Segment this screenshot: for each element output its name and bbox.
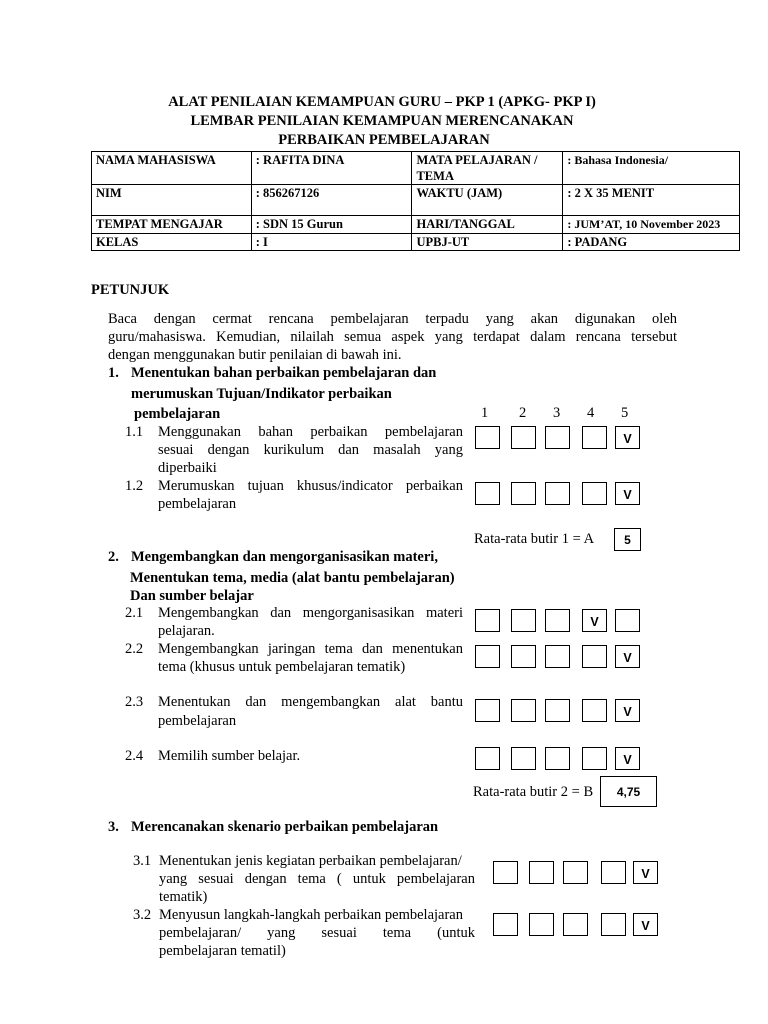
score-box-1[interactable]: [493, 861, 518, 884]
item-2-2-line-2: tema (khusus untuk pembelajaran tematik): [158, 659, 406, 675]
scale-label-3: 3: [553, 405, 561, 421]
mapel-label: MATA PELAJARAN / TEMA: [412, 152, 563, 185]
score-box-3[interactable]: [545, 482, 570, 505]
info-table: [91, 151, 740, 251]
section-1-number: 1.: [108, 365, 119, 381]
kelas-value: : I: [251, 234, 412, 251]
item-3-2-line-3: pembelajaran tematil): [159, 943, 286, 959]
score-box-1[interactable]: [493, 913, 518, 936]
waktu-value: : 2 X 35 MENIT: [563, 185, 740, 216]
hari-label: HARI/TANGGAL: [412, 216, 563, 234]
section-3-number: 3.: [108, 819, 119, 835]
score-box-1[interactable]: [475, 482, 500, 505]
title-line-1: ALAT PENILAIAN KEMAMPUAN GURU – PKP 1 (APKG- PKP I): [168, 94, 596, 110]
item-2-1-number: 2.1: [125, 605, 144, 621]
item-1-2-number: 1.2: [125, 478, 144, 494]
score-box-5[interactable]: V: [615, 426, 640, 449]
score-box-3[interactable]: [563, 913, 588, 936]
info-row: [92, 152, 740, 185]
nim-value: : 856267126: [251, 185, 412, 216]
upbj-label: UPBJ-UT: [412, 234, 563, 251]
score-box-4[interactable]: V: [582, 609, 607, 632]
waktu-label: WAKTU (JAM): [412, 185, 563, 216]
score-box-3[interactable]: [545, 609, 570, 632]
item-1-1-number: 1.1: [125, 424, 144, 440]
section-2-heading-line-2: Menentukan tema, media (alat bantu pembelajaran): [130, 570, 455, 586]
avg-2-value: 4,75: [600, 776, 657, 807]
petunjuk-line-3: dengan menggunakan butir penilaian di bawah ini.: [108, 347, 402, 363]
score-box-1[interactable]: [475, 609, 500, 632]
item-3-2-line-2: pembelajaran/ yang sesuai tema (untuk: [159, 925, 475, 941]
score-box-1[interactable]: [475, 645, 500, 668]
info-row: [92, 216, 740, 234]
info-row: [92, 185, 740, 216]
item-1-1-line-3: diperbaiki: [158, 460, 217, 476]
score-box-2[interactable]: [511, 645, 536, 668]
petunjuk-heading: PETUNJUK: [91, 282, 170, 298]
score-box-4[interactable]: [582, 482, 607, 505]
score-box-2[interactable]: [529, 913, 554, 936]
item-1-1-line-1: Menggunakan bahan perbaikan pembelajaran: [158, 424, 463, 440]
item-2-2-line-1: Mengembangkan jaringan tema dan menentukan: [158, 641, 463, 657]
tempat-value: : SDN 15 Gurun: [251, 216, 412, 234]
item-3-1-line-3: tematik): [159, 889, 208, 905]
score-box-5[interactable]: V: [615, 747, 640, 770]
avg-1-label: Rata-rata butir 1 = A: [474, 531, 595, 547]
score-box-3[interactable]: [545, 699, 570, 722]
score-box-4[interactable]: [582, 747, 607, 770]
score-box-1[interactable]: [475, 699, 500, 722]
score-box-4[interactable]: [601, 913, 626, 936]
hari-value: : JUM’AT, 10 November 2023: [563, 216, 740, 234]
item-3-2-number: 3.2: [133, 907, 152, 923]
score-box-2[interactable]: [511, 609, 536, 632]
item-3-1-line-2: yang sesuai dengan tema ( untuk pembelajaran: [159, 871, 475, 887]
item-1-2-line-1: Merumuskan tujuan khusus/indicator perbaikan: [158, 478, 463, 494]
avg-1-value: 5: [614, 528, 641, 551]
mapel-value: : Bahasa Indonesia/: [563, 152, 740, 185]
item-2-4-number: 2.4: [125, 748, 144, 764]
score-box-4[interactable]: [582, 645, 607, 668]
item-2-3-line-1: Menentukan dan mengembangkan alat bantu: [158, 694, 463, 710]
score-box-5[interactable]: [615, 609, 640, 632]
section-2-number: 2.: [108, 549, 119, 565]
title-line-3: PERBAIKAN PEMBELAJARAN: [278, 132, 490, 148]
score-box-5[interactable]: V: [633, 861, 658, 884]
nama-label: NAMA MAHASISWA: [92, 152, 252, 185]
item-2-1-line-1: Mengembangkan dan mengorganisasikan materi: [158, 605, 463, 621]
score-box-5[interactable]: V: [615, 699, 640, 722]
item-3-1-number: 3.1: [133, 853, 152, 869]
item-2-1-line-2: pelajaran.: [158, 623, 215, 639]
item-1-1-line-2: sesuai dengan kurikulum dan masalah yang: [158, 442, 463, 458]
score-box-2[interactable]: [511, 482, 536, 505]
item-3-1-line-1: Menentukan jenis kegiatan perbaikan pembelajaran/: [159, 853, 462, 869]
scale-label-2: 2: [519, 405, 527, 421]
item-2-4-line-1: Memilih sumber belajar.: [158, 748, 301, 764]
score-box-4[interactable]: [582, 426, 607, 449]
section-1-heading-line-2: merumuskan Tujuan/Indikator perbaikan: [131, 386, 392, 402]
nim-label: NIM: [92, 185, 252, 216]
kelas-label: KELAS: [92, 234, 252, 251]
score-box-3[interactable]: [545, 747, 570, 770]
score-box-1[interactable]: [475, 747, 500, 770]
tempat-label: TEMPAT MENGAJAR: [92, 216, 252, 234]
score-box-5[interactable]: V: [615, 482, 640, 505]
scale-label-5: 5: [621, 405, 629, 421]
nama-value: : RAFITA DINA: [251, 152, 412, 185]
score-box-3[interactable]: [545, 645, 570, 668]
score-box-3[interactable]: [563, 861, 588, 884]
score-box-2[interactable]: [511, 699, 536, 722]
item-2-2-number: 2.2: [125, 641, 144, 657]
section-1-heading-line-1: Menentukan bahan perbaikan pembelajaran dan: [131, 365, 437, 381]
score-box-1[interactable]: [475, 426, 500, 449]
score-box-5[interactable]: V: [633, 913, 658, 936]
avg-2-label: Rata-rata butir 2 = B: [473, 784, 594, 800]
score-box-2[interactable]: [529, 861, 554, 884]
score-box-4[interactable]: [601, 861, 626, 884]
section-2-heading-line-1: Mengembangkan dan mengorganisasikan materi,: [131, 549, 438, 565]
section-3-heading: Merencanakan skenario perbaikan pembelajaran: [131, 819, 439, 835]
petunjuk-line-1: Baca dengan cermat rencana pembelajaran terpadu yang akan digunakan oleh: [108, 311, 677, 327]
item-1-2-line-2: pembelajaran: [158, 496, 237, 512]
item-3-2-line-1: Menyusun langkah-langkah perbaikan pembelajaran: [159, 907, 463, 923]
score-box-2[interactable]: [511, 426, 536, 449]
score-box-2[interactable]: [511, 747, 536, 770]
section-2-heading-line-3: Dan sumber belajar: [130, 588, 254, 604]
scale-label-1: 1: [481, 405, 489, 421]
scale-label-4: 4: [587, 405, 595, 421]
info-row: [92, 234, 740, 251]
item-2-3-line-2: pembelajaran: [158, 713, 237, 729]
score-box-4[interactable]: [582, 699, 607, 722]
section-1-heading-line-3: pembelajaran: [134, 406, 221, 422]
item-2-3-number: 2.3: [125, 694, 144, 710]
score-box-5[interactable]: V: [615, 645, 640, 668]
score-box-3[interactable]: [545, 426, 570, 449]
title-line-2: LEMBAR PENILAIAN KEMAMPUAN MERENCANAKAN: [190, 113, 574, 129]
upbj-value: : PADANG: [563, 234, 740, 251]
petunjuk-line-2: guru/mahasiswa. Kemudian, nilailah semua aspek yang terdapat dalam rencana tersebut: [108, 329, 677, 345]
